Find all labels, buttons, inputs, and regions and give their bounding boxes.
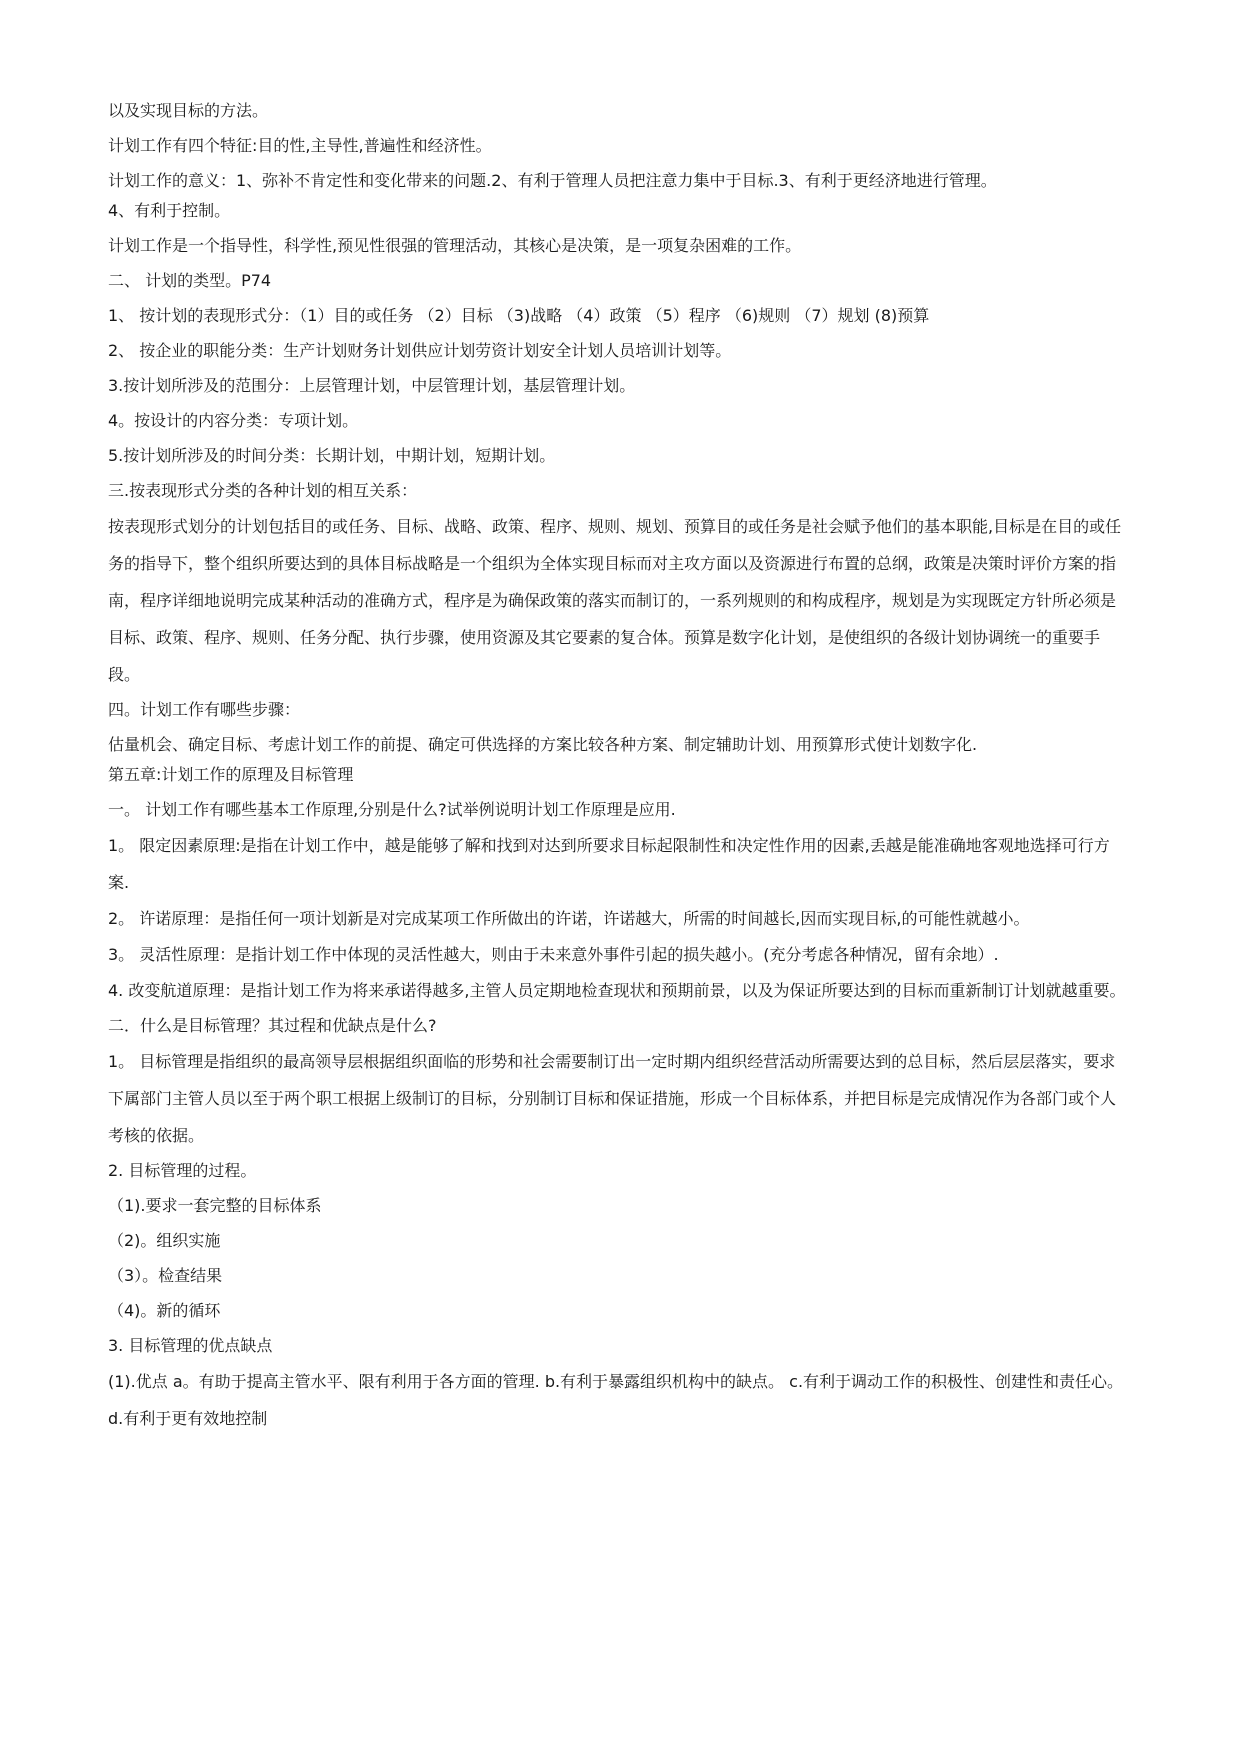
paragraph: 1。 目标管理是指组织的最高领导层根据组织面临的形势和社会需要制订出一定时期内组织经营活动所需要达到的总目标，然后层层落实，要求下属部门主管人员以至于两个职工根据上级制订的目标，分别制订目标和保证措施，形成一个目标体系，并把目标是完成情况作为各部门或个人考核的依据。 — [108, 1052, 1117, 1145]
section-heading: 二、 计划的类型。P74 — [108, 271, 272, 290]
list-item: （1).要求一套完整的目标体系 — [108, 1196, 322, 1215]
text-line: 3. 目标管理的优点缺点 — [108, 1336, 273, 1355]
text-line: 4、有利于控制。 — [108, 201, 231, 220]
list-item: （4)。新的循环 — [108, 1301, 221, 1320]
text-line: 2、 按企业的职能分类：生产计划财务计划供应计划劳资计划安全计划人员培训计划等。 — [108, 341, 732, 360]
text-line: 计划工作的意义：1、弥补不肯定性和变化带来的问题.2、有利于管理人员把注意力集中于目标.3、有利于更经济地进行管理。 — [108, 171, 997, 190]
text-line: 3.按计划所涉及的范围分：上层管理计划，中层管理计划，基层管理计划。 — [108, 376, 636, 395]
text-line: 计划工作有四个特征:目的性,主导性,普遍性和经济性。 — [108, 136, 492, 155]
list-item: （2)。组织实施 — [108, 1231, 221, 1250]
text-line: 1、 按计划的表现形式分：（1）目的或任务 （2）目标 （3)战略 （4）政策 （5）程序 （6)规则 （7）规划 (8)预算 — [108, 306, 930, 325]
text-line: 估量机会、确定目标、考虑计划工作的前提、确定可供选择的方案比较各种方案、制定辅助计划、用预算形式使计划数字化. — [108, 735, 978, 754]
text-line: 以及实现目标的方法。 — [108, 101, 269, 120]
section-heading: 二．什么是目标管理？其过程和优缺点是什么? — [108, 1016, 437, 1035]
section-heading: 四。计划工作有哪些步骤： — [108, 700, 301, 719]
chapter-heading: 第五章:计划工作的原理及目标管理 — [108, 765, 354, 784]
paragraph: 按表现形式划分的计划包括目的或任务、目标、战略、政策、程序、规则、规划、预算目的或任务是社会赋予他们的基本职能,目标是在目的或任务的指导下，整个组织所要达到的具体目标战略是一个组织为全体实现目标而对主攻方面以及资源进行布置的总纲，政策是决策时评价方案的指南，程序详细地说明完成某种活动的准确方式，程序是为确保政策的落实而制订的，一系列规则的和构成程序，规划是为实现既定方针所必须是目标、政策、程序、规则、任务分配、执行步骤，使用资源及其它要素的复合体。预算是数字化计划，是使组织的各级计划协调统一的重要手段。 — [108, 517, 1122, 684]
paragraph: 4. 改变航道原理：是指计划工作为将来承诺得越多,主管人员定期地检查现状和预期前景，以及为保证所要达到的目标而重新制订计划就越重要。 — [108, 981, 1126, 1000]
text-line: 4。按设计的内容分类：专项计划。 — [108, 411, 359, 430]
text-line: 计划工作是一个指导性，科学性,预见性很强的管理活动，其核心是决策，是一项复杂困难的工作。 — [108, 236, 802, 255]
paragraph: 3。 灵活性原理：是指计划工作中体现的灵活性越大，则由于未来意外事件引起的损失越小。(充分考虑各种情况，留有余地）. — [108, 945, 999, 964]
section-heading: 一。 计划工作有哪些基本工作原理,分别是什么?试举例说明计划工作原理是应用. — [108, 800, 676, 819]
paragraph: 1。 限定因素原理:是指在计划工作中，越是能够了解和找到对达到所要求目标起限制性和决定性作用的因素,丢越是能准确地客观地选择可行方案. — [108, 836, 1110, 892]
list-item: （3）。检查结果 — [108, 1266, 223, 1285]
text-line: 5.按计划所涉及的时间分类：长期计划，中期计划，短期计划。 — [108, 446, 556, 465]
paragraph: (1).优点 a。有助于提高主管水平、限有利用于各方面的管理. b.有利于暴露组织机构中的缺点。 c.有利于调动工作的积极性、创建性和责任心。d.有利于更有效地控制 — [108, 1372, 1124, 1428]
section-heading: 三.按表现形式分类的各种计划的相互关系： — [108, 481, 418, 500]
paragraph: 2。 许诺原理：是指任何一项计划新是对完成某项工作所做出的许诺，许诺越大，所需的时间越长,因而实现目标,的可能性就越小。 — [108, 909, 1030, 928]
text-line: 2. 目标管理的过程。 — [108, 1161, 257, 1180]
